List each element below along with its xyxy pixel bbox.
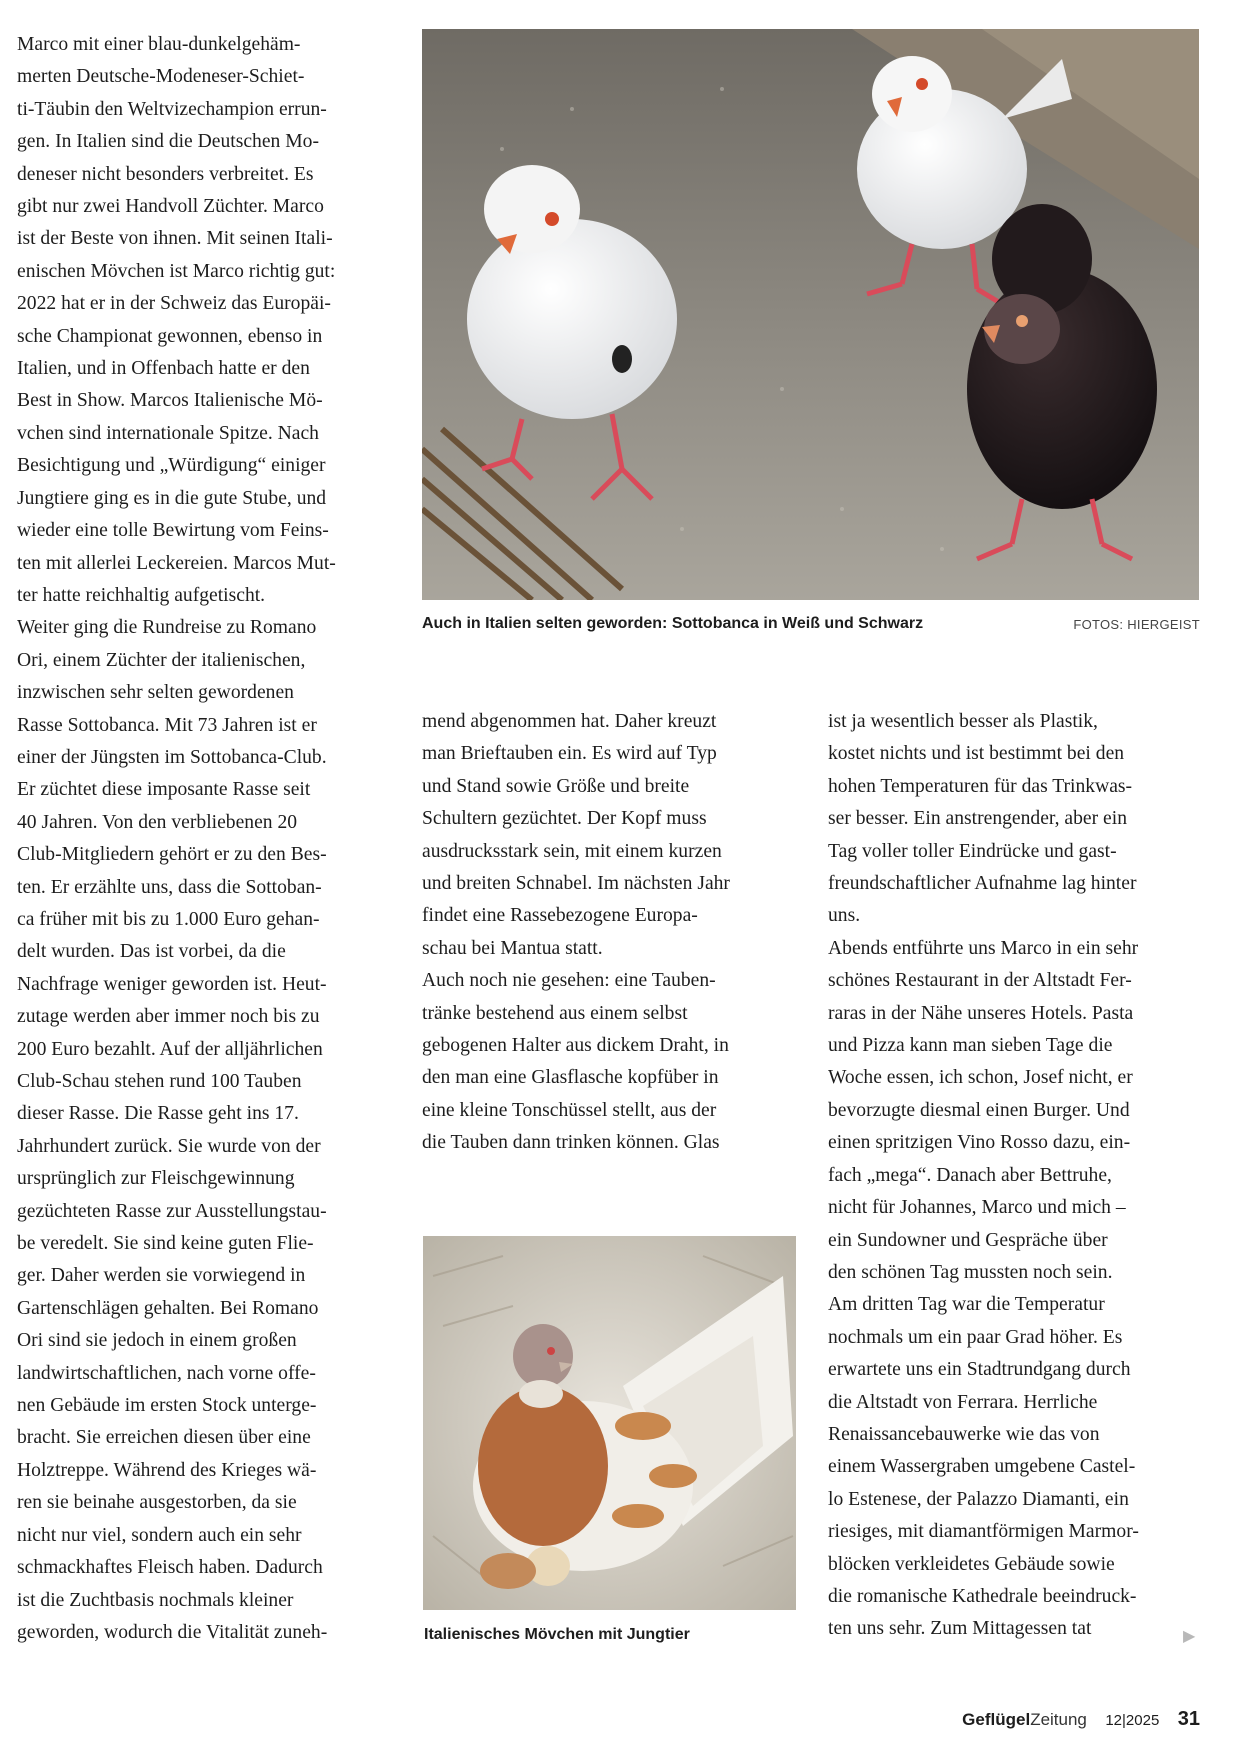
text-line: deneser nicht besonders verbreitet. Es xyxy=(17,163,314,185)
text-line: Ori, einem Züchter der italienischen, xyxy=(17,649,306,671)
text-line: ausdrucksstark sein, mit einem kurzen xyxy=(422,840,722,862)
text-line: nicht nur viel, sondern auch ein sehr xyxy=(17,1524,302,1546)
text-line: bevorzugte diesmal einen Burger. Und xyxy=(828,1099,1130,1121)
text-line: Gartenschlägen gehalten. Bei Romano xyxy=(17,1297,319,1319)
text-line: Weiter ging die Rundreise zu Romano xyxy=(17,617,317,639)
text-line: nochmals um ein paar Grad höher. Es xyxy=(828,1326,1123,1348)
text-line: schau bei Mantua statt. xyxy=(422,937,603,959)
page-number: 31 xyxy=(1177,1708,1200,1730)
text-line: fach „mega“. Danach aber Bettruhe, xyxy=(828,1164,1112,1186)
text-line: die Tauben dann trinken können. Glas xyxy=(422,1132,720,1154)
text-line: ca früher mit bis zu 1.000 Euro gehan- xyxy=(17,908,320,930)
text-line: ein Sundowner und Gespräche über xyxy=(828,1229,1108,1251)
text-line: und breiten Schnabel. Im nächsten Jahr xyxy=(422,873,730,895)
text-line: kostet nichts und ist bestimmt bei den xyxy=(828,743,1125,765)
text-line: ist die Zuchtbasis nochmals kleiner xyxy=(17,1589,294,1611)
text-line: be veredelt. Sie sind keine guten Flie- xyxy=(17,1233,314,1255)
magazine-name-light: Zeitung xyxy=(1030,1710,1087,1729)
text-line: Rasse Sottobanca. Mit 73 Jahren ist er xyxy=(17,714,317,736)
text-line: ti-Täubin den Weltvizechampion errun- xyxy=(17,98,327,120)
text-line: freundschaftlicher Aufnahme lag hinter xyxy=(828,873,1137,895)
text-line: ser besser. Ein anstrengender, aber ein xyxy=(828,808,1127,830)
text-line: Ori sind sie jedoch in einem großen xyxy=(17,1330,297,1352)
text-line: ursprünglich zur Fleischgewinnung xyxy=(17,1168,295,1190)
text-line: Er züchtet diese imposante Rasse seit xyxy=(17,779,311,801)
text-line: Holztreppe. Während des Krieges wä- xyxy=(17,1459,317,1481)
text-column-3 xyxy=(828,706,1204,1646)
text-line: enischen Mövchen ist Marco richtig gut: xyxy=(17,260,336,282)
text-line: 40 Jahren. Von den verbliebenen 20 xyxy=(17,811,298,833)
text-line: nicht für Johannes, Marco und mich – xyxy=(828,1197,1126,1219)
text-line: den man eine Glasflasche kopfüber in xyxy=(422,1067,719,1089)
text-line: landwirtschaftlichen, nach vorne offe- xyxy=(17,1362,316,1384)
text-line: zutage werden aber immer noch bis zu xyxy=(17,1006,320,1028)
magazine-name-bold: Geflügel xyxy=(962,1710,1031,1729)
text-line: raras in der Nähe unseres Hotels. Pasta xyxy=(828,1002,1134,1024)
text-line: einen spritzigen Vino Rosso dazu, ein- xyxy=(828,1132,1131,1154)
text-line: merten Deutsche-Modeneser-Schiet- xyxy=(17,66,305,88)
text-line: ist ja wesentlich besser als Plastik, xyxy=(828,711,1098,732)
page-footer xyxy=(962,1708,1200,1731)
text-line: ger. Daher werden sie vorwiegend in xyxy=(17,1265,306,1287)
continue-arrow-icon: ▶ xyxy=(1183,1626,1196,1645)
photo-caption-bottom: Italienisches Mövchen mit Jungtier xyxy=(424,1626,690,1643)
text-line: Nachfrage weniger geworden ist. Heut- xyxy=(17,973,327,995)
text-line: blöcken verkleidetes Gebäude sowie xyxy=(828,1553,1115,1575)
text-line: Jungtiere ging es in die gute Stube, und xyxy=(17,487,327,509)
text-line: und Stand sowie Größe und breite xyxy=(422,775,690,797)
text-line: und Pizza kann man sieben Tage die xyxy=(828,1035,1113,1057)
text-line: geworden, wodurch die Vitalität zuneh- xyxy=(17,1621,328,1643)
text-line: Club-Mitgliedern gehört er zu den Bes- xyxy=(17,844,327,866)
text-line: Tag voller toller Eindrücke und gast- xyxy=(828,840,1117,862)
text-line: gen. In Italien sind die Deutschen Mo- xyxy=(17,131,319,153)
text-line: die Altstadt von Ferrara. Herrliche xyxy=(828,1391,1098,1413)
text-line: eine kleine Tonschüssel stellt, aus der xyxy=(422,1099,717,1121)
text-line: ten mit allerlei Leckereien. Marcos Mut- xyxy=(17,552,336,574)
text-line: Besichtigung und „Würdigung“ einiger xyxy=(17,455,326,477)
text-line: riesiges, mit diamantförmigen Marmor- xyxy=(828,1521,1139,1543)
text-line: vchen sind internationale Spitze. Nach xyxy=(17,422,319,444)
text-line: Best in Show. Marcos Italienische Mö- xyxy=(17,390,323,412)
text-line: man Brieftauben ein. Es wird auf Typ xyxy=(422,743,717,765)
text-line: Marco mit einer blau-dunkelgehäm- xyxy=(17,34,301,55)
text-line: inzwischen sehr selten gewordenen xyxy=(17,682,294,704)
text-line: ter hatte reichhaltig aufgetischt. xyxy=(17,584,266,606)
text-line: tränke bestehend aus einem selbst xyxy=(422,1002,688,1024)
text-column-2 xyxy=(422,706,798,1160)
text-line: Club-Schau stehen rund 100 Tauben xyxy=(17,1071,302,1092)
text-line: 2022 hat er in der Schweiz das Europäi- xyxy=(17,293,331,315)
text-line: die romanische Kathedrale beeindruck- xyxy=(828,1585,1137,1607)
text-line: uns. xyxy=(828,905,861,927)
photo-sottobanca-pigeons xyxy=(422,29,1199,600)
text-line: bracht. Sie erreichen diesen über eine xyxy=(17,1427,311,1449)
text-line: gezüchteten Rasse zur Ausstellungstau- xyxy=(17,1200,327,1222)
text-line: sche Championat gewonnen, ebenso in xyxy=(17,325,323,347)
text-line: schönes Restaurant in der Altstadt Fer- xyxy=(828,970,1132,992)
text-line: Am dritten Tag war die Temperatur xyxy=(828,1294,1105,1316)
text-line: dieser Rasse. Die Rasse geht ins 17. xyxy=(17,1103,299,1125)
text-line: Abends entführte uns Marco in ein sehr xyxy=(828,937,1139,959)
text-line: nen Gebäude im ersten Stock unterge- xyxy=(17,1395,317,1417)
text-line: ten uns sehr. Zum Mittagessen tat xyxy=(828,1618,1092,1640)
text-line: ren sie beinahe ausgestorben, da sie xyxy=(17,1492,297,1514)
text-line: erwartete uns ein Stadtrundgang durch xyxy=(828,1359,1131,1381)
text-line: einer der Jüngsten im Sottobanca-Club. xyxy=(17,746,327,768)
photo-italian-moevchen xyxy=(423,1236,796,1610)
text-line: mend abgenommen hat. Daher kreuzt xyxy=(422,711,717,732)
text-line: schmackhaftes Fleisch haben. Dadurch xyxy=(17,1557,323,1579)
text-line: findet eine Rassebezogene Europa- xyxy=(422,905,698,927)
photo-caption-top: Auch in Italien selten geworden: Sottobanca in Weiß und Schwarz xyxy=(422,615,924,632)
text-line: ist der Beste von ihnen. Mit seinen Itali- xyxy=(17,228,333,250)
text-line: Auch noch nie gesehen: eine Tauben- xyxy=(422,970,716,992)
text-line: Woche essen, ich schon, Josef nicht, er xyxy=(828,1067,1133,1089)
text-line: delt wurden. Das ist vorbei, da die xyxy=(17,941,286,963)
text-line: einem Wassergraben umgebene Castel- xyxy=(828,1456,1136,1478)
text-line: Italien, und in Offenbach hatte er den xyxy=(17,358,310,380)
text-column-1 xyxy=(17,29,389,1649)
text-line: Jahrhundert zurück. Sie wurde von der xyxy=(17,1135,321,1157)
text-line: Renaissancebauwerke wie das von xyxy=(828,1423,1100,1445)
text-line: wieder eine tolle Bewirtung vom Feins- xyxy=(17,520,329,542)
text-line: 200 Euro bezahlt. Auf der alljährlichen xyxy=(17,1038,323,1060)
text-line: lo Estenese, der Palazzo Diamanti, ein xyxy=(828,1488,1129,1510)
text-line: hohen Temperaturen für das Trinkwas- xyxy=(828,775,1133,797)
text-line: den schönen Tag mussten noch sein. xyxy=(828,1261,1113,1283)
text-line: ten. Er erzählte uns, dass die Sottoban- xyxy=(17,876,322,898)
photo-credit: FOTOS: HIERGEIST xyxy=(1073,617,1200,632)
text-line: Schultern gezüchtet. Der Kopf muss xyxy=(422,808,707,830)
issue-number: 12|2025 xyxy=(1105,1712,1160,1729)
text-line: gebogenen Halter aus dickem Draht, in xyxy=(422,1035,729,1057)
text-line: gibt nur zwei Handvoll Züchter. Marco xyxy=(17,196,324,218)
